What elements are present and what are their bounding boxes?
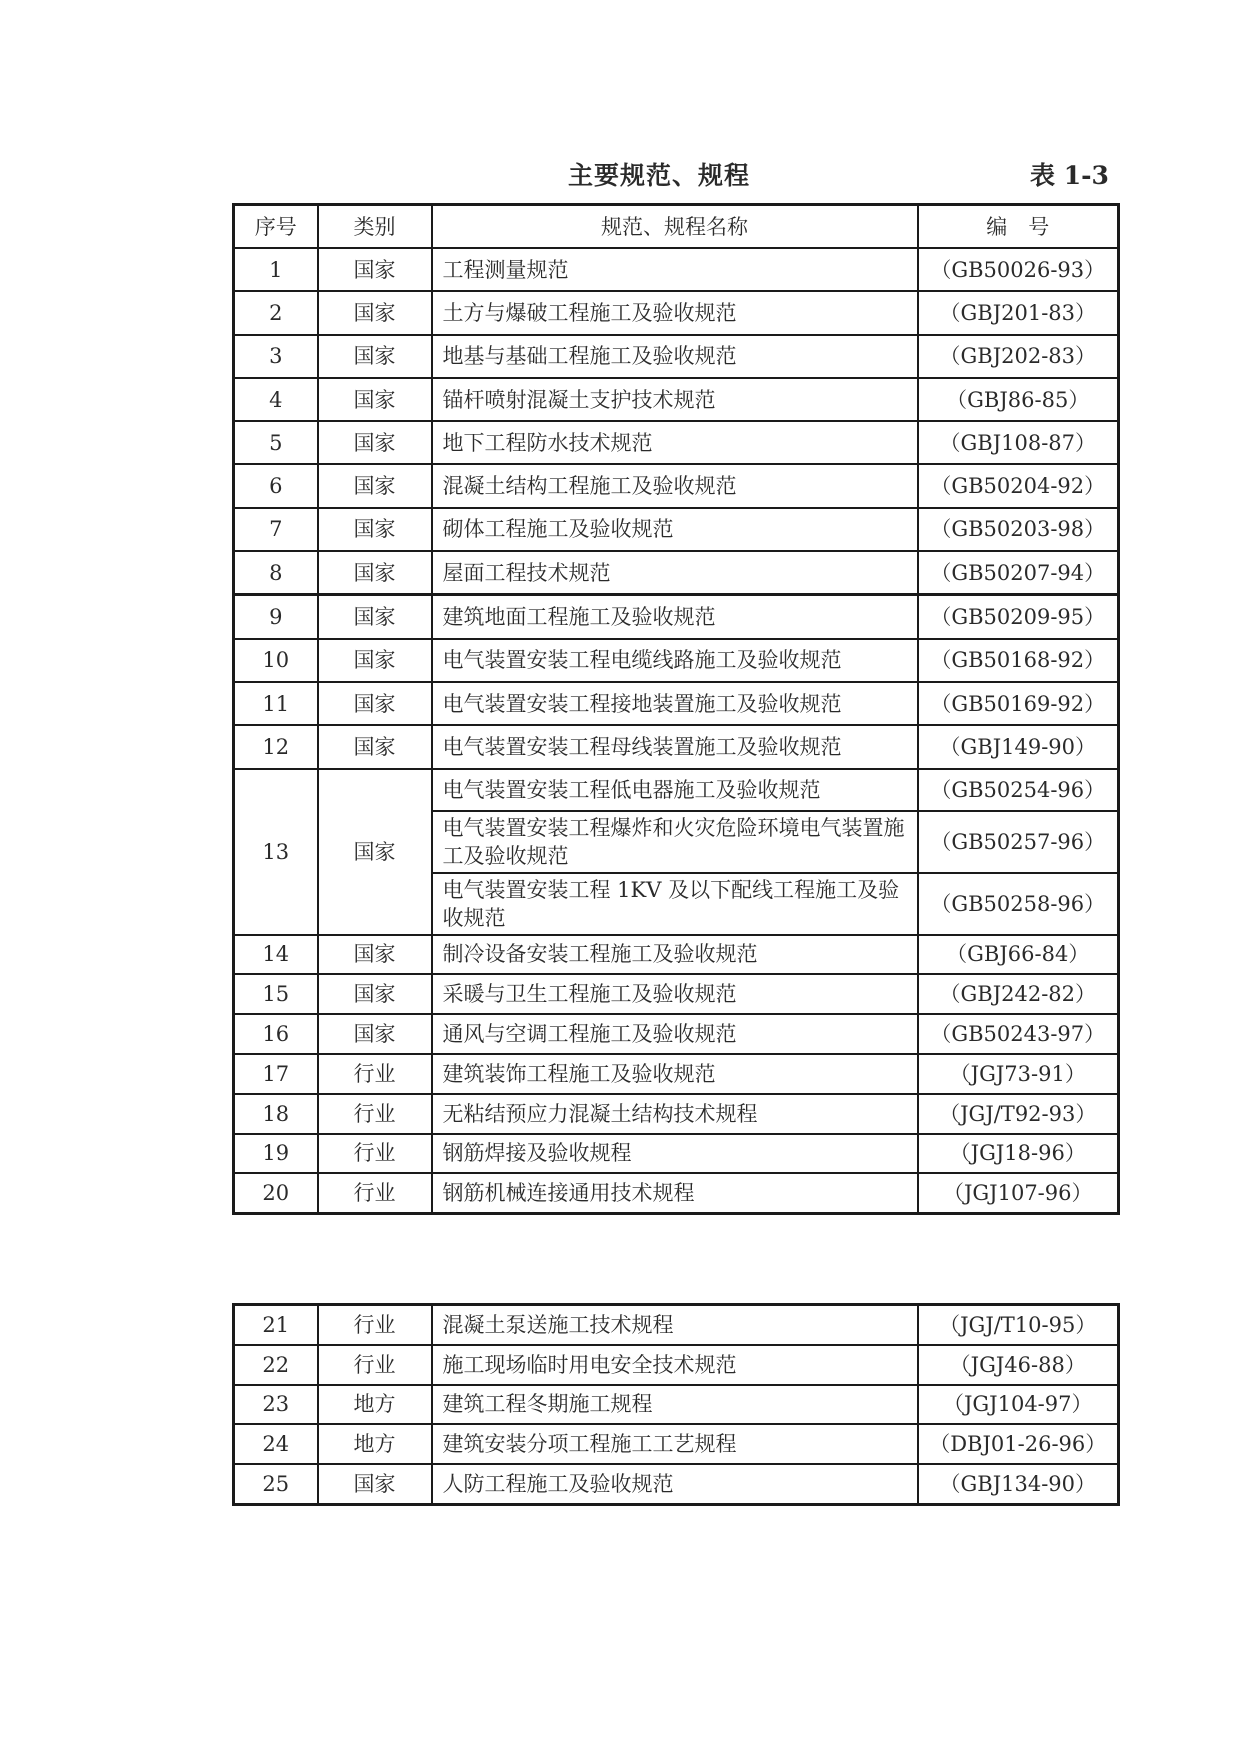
name-cell: 电气装置安装工程接地装置施工及验收规范 xyxy=(432,682,918,725)
table-row xyxy=(234,639,1119,682)
name-cell: 人防工程施工及验收规范 xyxy=(432,1464,918,1504)
table-row xyxy=(234,335,1119,378)
seq-cell: 24 xyxy=(234,1424,318,1464)
seq-cell: 20 xyxy=(234,1173,318,1213)
name-cell: 地基与基础工程施工及验收规范 xyxy=(432,335,918,378)
seq-cell: 12 xyxy=(234,725,318,768)
category-cell: 国家 xyxy=(318,769,432,935)
code-cell: （GB50243-97） xyxy=(918,1014,1119,1054)
category-cell: 国家 xyxy=(318,935,432,975)
code-cell: （GB50258-96） xyxy=(918,873,1119,935)
name-cell: 建筑安装分项工程施工工艺规程 xyxy=(432,1424,918,1464)
category-cell: 国家 xyxy=(318,639,432,682)
seq-cell: 13 xyxy=(234,769,318,935)
table-row xyxy=(234,974,1119,1014)
category-cell: 国家 xyxy=(318,248,432,291)
table-row xyxy=(234,551,1119,595)
code-cell: （JGJ46-88） xyxy=(918,1345,1119,1385)
header-category: 类别 xyxy=(318,205,432,249)
name-cell: 采暖与卫生工程施工及验收规范 xyxy=(432,974,918,1014)
name-cell: 砌体工程施工及验收规范 xyxy=(432,508,918,551)
table-row xyxy=(234,1385,1119,1425)
category-cell: 国家 xyxy=(318,1464,432,1504)
name-cell: 电气装置安装工程 1KV 及以下配线工程施工及验收规范 xyxy=(432,873,918,935)
seq-cell: 5 xyxy=(234,421,318,464)
category-cell: 国家 xyxy=(318,595,432,639)
category-cell: 国家 xyxy=(318,291,432,334)
table-row xyxy=(234,291,1119,334)
code-cell: （GB50203-98） xyxy=(918,508,1119,551)
code-cell: （GBJ242-82） xyxy=(918,974,1119,1014)
category-cell: 国家 xyxy=(318,421,432,464)
category-cell: 行业 xyxy=(318,1173,432,1213)
table-row xyxy=(234,464,1119,507)
name-cell: 混凝土结构工程施工及验收规范 xyxy=(432,464,918,507)
seq-cell: 3 xyxy=(234,335,318,378)
table-row xyxy=(234,1014,1119,1054)
table-row xyxy=(234,1134,1119,1174)
table-row xyxy=(234,1464,1119,1504)
name-cell: 钢筋焊接及验收规程 xyxy=(432,1134,918,1174)
code-cell: （GB50209-95） xyxy=(918,595,1119,639)
name-cell: 建筑地面工程施工及验收规范 xyxy=(432,595,918,639)
code-cell: （GB50168-92） xyxy=(918,639,1119,682)
code-cell: （JGJ/T10-95） xyxy=(918,1305,1119,1345)
category-cell: 地方 xyxy=(318,1385,432,1425)
table-row xyxy=(234,1054,1119,1094)
name-cell: 无粘结预应力混凝土结构技术规程 xyxy=(432,1094,918,1134)
table-row xyxy=(234,1345,1119,1385)
header-seq: 序号 xyxy=(234,205,318,249)
name-cell: 通风与空调工程施工及验收规范 xyxy=(432,1014,918,1054)
seq-cell: 7 xyxy=(234,508,318,551)
table-row xyxy=(234,1173,1119,1213)
table-row xyxy=(234,508,1119,551)
seq-cell: 4 xyxy=(234,378,318,421)
code-cell: （GB50257-96） xyxy=(918,811,1119,873)
code-cell: （JGJ73-91） xyxy=(918,1054,1119,1094)
name-cell: 电气装置安装工程电缆线路施工及验收规范 xyxy=(432,639,918,682)
code-cell: （GBJ108-87） xyxy=(918,421,1119,464)
standards-table-continued xyxy=(232,1303,1120,1506)
code-cell: （GB50204-92） xyxy=(918,464,1119,507)
category-cell: 国家 xyxy=(318,551,432,595)
code-cell: （GB50254-96） xyxy=(918,769,1119,811)
name-cell: 混凝土泵送施工技术规程 xyxy=(432,1305,918,1345)
name-cell: 电气装置安装工程低电器施工及验收规范 xyxy=(432,769,918,811)
category-cell: 行业 xyxy=(318,1094,432,1134)
table-row xyxy=(234,1305,1119,1345)
category-cell: 国家 xyxy=(318,1014,432,1054)
category-cell: 国家 xyxy=(318,682,432,725)
code-cell: （GBJ201-83） xyxy=(918,291,1119,334)
name-cell: 屋面工程技术规范 xyxy=(432,551,918,595)
category-cell: 国家 xyxy=(318,464,432,507)
table-row xyxy=(234,682,1119,725)
code-cell: （GBJ86-85） xyxy=(918,378,1119,421)
code-cell: （GB50026-93） xyxy=(918,248,1119,291)
name-cell: 制冷设备安装工程施工及验收规范 xyxy=(432,935,918,975)
header-code: 编 号 xyxy=(918,205,1119,249)
seq-cell: 2 xyxy=(234,291,318,334)
seq-cell: 9 xyxy=(234,595,318,639)
table-row xyxy=(234,769,1119,811)
seq-cell: 11 xyxy=(234,682,318,725)
code-cell: （GBJ202-83） xyxy=(918,335,1119,378)
code-cell: （GBJ149-90） xyxy=(918,725,1119,768)
standards-table xyxy=(232,203,1120,1215)
category-cell: 国家 xyxy=(318,335,432,378)
name-cell: 建筑工程冬期施工规程 xyxy=(432,1385,918,1425)
name-cell: 施工现场临时用电安全技术规范 xyxy=(432,1345,918,1385)
code-cell: （GBJ134-90） xyxy=(918,1464,1119,1504)
code-cell: （JGJ/T92-93） xyxy=(918,1094,1119,1134)
seq-cell: 21 xyxy=(234,1305,318,1345)
table-row xyxy=(234,378,1119,421)
code-cell: （GB50207-94） xyxy=(918,551,1119,595)
seq-cell: 14 xyxy=(234,935,318,975)
category-cell: 国家 xyxy=(318,378,432,421)
name-cell: 工程测量规范 xyxy=(432,248,918,291)
category-cell: 国家 xyxy=(318,508,432,551)
seq-cell: 18 xyxy=(234,1094,318,1134)
seq-cell: 19 xyxy=(234,1134,318,1174)
table-row xyxy=(234,935,1119,975)
seq-cell: 16 xyxy=(234,1014,318,1054)
category-cell: 国家 xyxy=(318,725,432,768)
table-row xyxy=(234,421,1119,464)
seq-cell: 17 xyxy=(234,1054,318,1094)
category-cell: 行业 xyxy=(318,1054,432,1094)
code-cell: （GBJ66-84） xyxy=(918,935,1119,975)
table-row xyxy=(234,1094,1119,1134)
seq-cell: 23 xyxy=(234,1385,318,1425)
page-title: 主要规范、规程 xyxy=(568,161,751,190)
name-cell: 电气装置安装工程母线装置施工及验收规范 xyxy=(432,725,918,768)
seq-cell: 1 xyxy=(234,248,318,291)
table-row xyxy=(234,725,1119,768)
category-cell: 行业 xyxy=(318,1345,432,1385)
name-cell: 地下工程防水技术规范 xyxy=(432,421,918,464)
name-cell: 电气装置安装工程爆炸和火灾危险环境电气装置施工及验收规范 xyxy=(432,811,918,873)
category-cell: 行业 xyxy=(318,1305,432,1345)
code-cell: （JGJ107-96） xyxy=(918,1173,1119,1213)
code-cell: （GB50169-92） xyxy=(918,682,1119,725)
category-cell: 地方 xyxy=(318,1424,432,1464)
name-cell: 钢筋机械连接通用技术规程 xyxy=(432,1173,918,1213)
seq-cell: 22 xyxy=(234,1345,318,1385)
category-cell: 国家 xyxy=(318,974,432,1014)
table-number: 表 1-3 xyxy=(1030,161,1109,190)
code-cell: （JGJ18-96） xyxy=(918,1134,1119,1174)
seq-cell: 25 xyxy=(234,1464,318,1504)
name-cell: 锚杆喷射混凝土支护技术规范 xyxy=(432,378,918,421)
seq-cell: 8 xyxy=(234,551,318,595)
table-row xyxy=(234,248,1119,291)
seq-cell: 6 xyxy=(234,464,318,507)
category-cell: 行业 xyxy=(318,1134,432,1174)
table-row xyxy=(234,1424,1119,1464)
header-name: 规范、规程名称 xyxy=(432,205,918,249)
seq-cell: 15 xyxy=(234,974,318,1014)
code-cell: （JGJ104-97） xyxy=(918,1385,1119,1425)
table-row xyxy=(234,595,1119,639)
code-cell: （DBJ01-26-96） xyxy=(918,1424,1119,1464)
name-cell: 土方与爆破工程施工及验收规范 xyxy=(432,291,918,334)
seq-cell: 10 xyxy=(234,639,318,682)
name-cell: 建筑装饰工程施工及验收规范 xyxy=(432,1054,918,1094)
table-header-row xyxy=(234,205,1119,249)
